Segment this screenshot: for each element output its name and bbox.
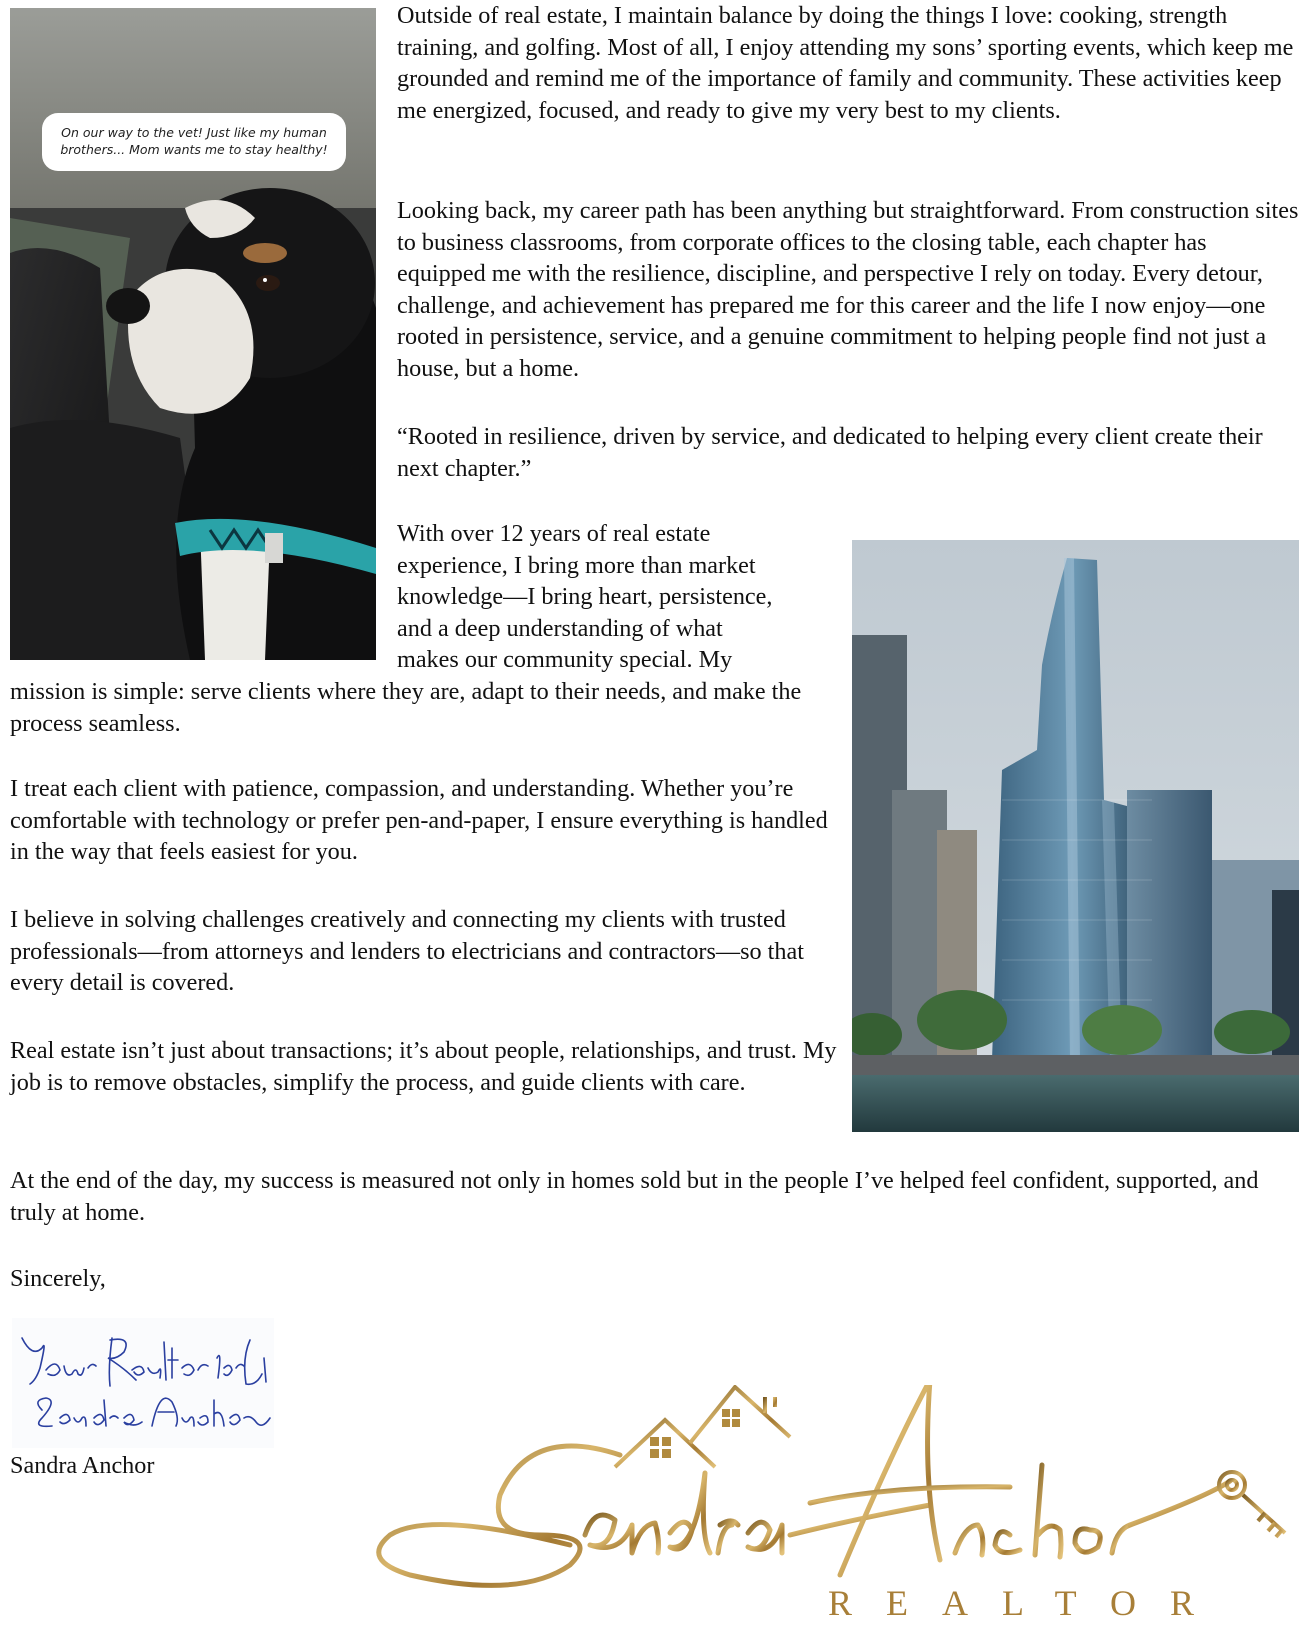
paragraph-closing [10,1165,1299,1228]
signer-name-text: Sandra Anchor [10,1452,155,1479]
logo-subtitle: REALTOR [828,1583,1229,1623]
experience-line-5: makes our community special. My [397,646,733,673]
dog-photo-caption: On our way to the vet! Just like my human brothers... Mom wants me to stay healthy! [42,113,346,171]
city-skyline-photo [852,540,1299,1132]
paragraph-people [10,1035,840,1098]
quote-block [397,421,1299,484]
experience-line-2: experience, I bring more than market [397,551,756,579]
experience-line-1: With over 12 years of real estate [397,520,711,547]
paragraph-creative [10,904,840,999]
paragraph-experience-head [397,518,837,676]
paragraph-patience [10,773,840,868]
experience-line-4: and a deep understanding of what [397,614,723,642]
salutation-text: Sincerely, [10,1265,106,1292]
dog-photo [10,8,376,660]
paragraph-career [397,195,1299,384]
paragraph-patience-text: I treat each client with patience, compassion, and understanding. Whether you’re comfortable with technology or prefer pen-and-paper, I ensure everything is handled in the way that feels easiest for you. [10,775,828,865]
signature-graphic [12,1318,274,1448]
paragraph-career-text: Looking back, my career path has been anything but straightforward. From construction sites to business classrooms, from corporate offices to the closing table, each chapter has equipped me with the resilience, discipline, and perspective I rely on today. Every detour, challenge, and achievement has prepared me for this career and the life I now enjoy—one rooted in persistence, service, and a genuine commitment to helping people find not just a house, but a home. [397,197,1299,382]
experience-line-3: knowledge—I bring heart, persistence, [397,583,773,610]
skyscraper-illustration [852,540,1299,1132]
handwritten-signature [12,1318,274,1448]
quote-text: “Rooted in resilience, driven by service, and dedicated to helping every client create their next chapter.” [397,423,1263,482]
paragraph-experience-tail [10,676,840,739]
experience-tail-text: mission is simple: serve clients where they are, adapt to their needs, and make the process seamless. [10,678,802,737]
paragraph-people-text: Real estate isn’t just about transactions; it’s about people, relationships, and trust. My job is to remove obstacles, simplify the process, and guide clients with care. [10,1037,837,1096]
paragraph-balance-text: Outside of real estate, I maintain balance by doing the things I love: cooking, strength training, and golfing. Most of all, I enjoy attending my sons’ sporting events, which keep me grounded and remind me of the importance of family and community. These activities keep me energized, focused, and ready to give my very best to my clients. [397,2,1294,124]
paragraph-balance [397,0,1299,126]
dog-illustration [10,8,376,660]
paragraph-creative-text: I believe in solving challenges creatively and connecting my clients with trusted professionals—from attorneys and lenders to electricians and contractors—so that every detail is covered. [10,906,804,996]
paragraph-closing-text: At the end of the day, my success is measured not only in homes sold but in the people I’ve helped feel confident, supported, and truly at home. [10,1167,1259,1226]
salutation [10,1263,1299,1295]
